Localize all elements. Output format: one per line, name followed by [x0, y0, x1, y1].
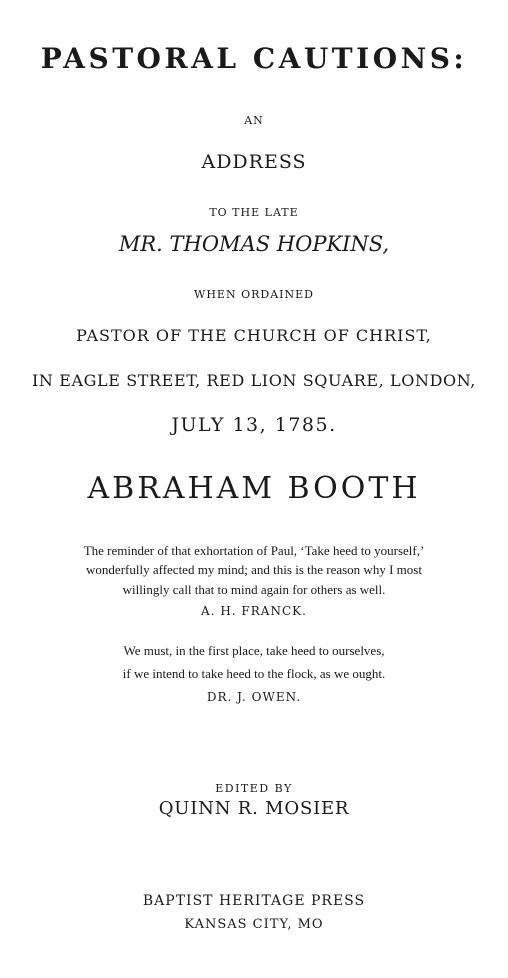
epigraph-1-line: willingly call that to mind again for others as well. [122, 582, 386, 597]
addressee-name: MR. THOMAS HOPKINS, [118, 232, 390, 256]
editor-name: QUINN R. MOSIER [158, 798, 350, 819]
pastor-line: PASTOR OF THE CHURCH OF CHRIST, [76, 326, 432, 345]
publisher-name: BAPTIST HERITAGE PRESS [142, 893, 366, 909]
subtitle-when-ordained: WHEN ORDAINED [194, 288, 314, 301]
epigraph-1-line: wonderfully affected my mind; and this is the reason why I most [86, 562, 422, 577]
subtitle-an: AN [244, 114, 264, 127]
book-title: PASTORAL CAUTIONS: [40, 42, 468, 75]
edited-by-label: EDITED BY [215, 782, 293, 795]
epigraph-2-line: We must, in the first place, take heed to ourselves, [123, 643, 385, 658]
subtitle-to-the-late: TO THE LATE [209, 206, 299, 219]
epigraph-1-attribution: A. H. FRANCK. [201, 604, 307, 618]
epigraph-1-line: The reminder of that exhortation of Paul, ‘Take heed to yourself,’ [83, 543, 425, 558]
location-line: IN EAGLE STREET, RED LION SQUARE, LONDON, [31, 371, 476, 390]
publisher-city: KANSAS CITY, MO [184, 917, 324, 932]
date-line: JULY 13, 1785. [171, 414, 337, 436]
epigraph-2-line: if we intend to take heed to the flock, as we ought. [122, 666, 386, 681]
epigraph-2-attribution: DR. J. OWEN. [206, 690, 302, 704]
author-name: ABRAHAM BOOTH [87, 471, 421, 506]
subtitle-address: ADDRESS [201, 151, 307, 173]
